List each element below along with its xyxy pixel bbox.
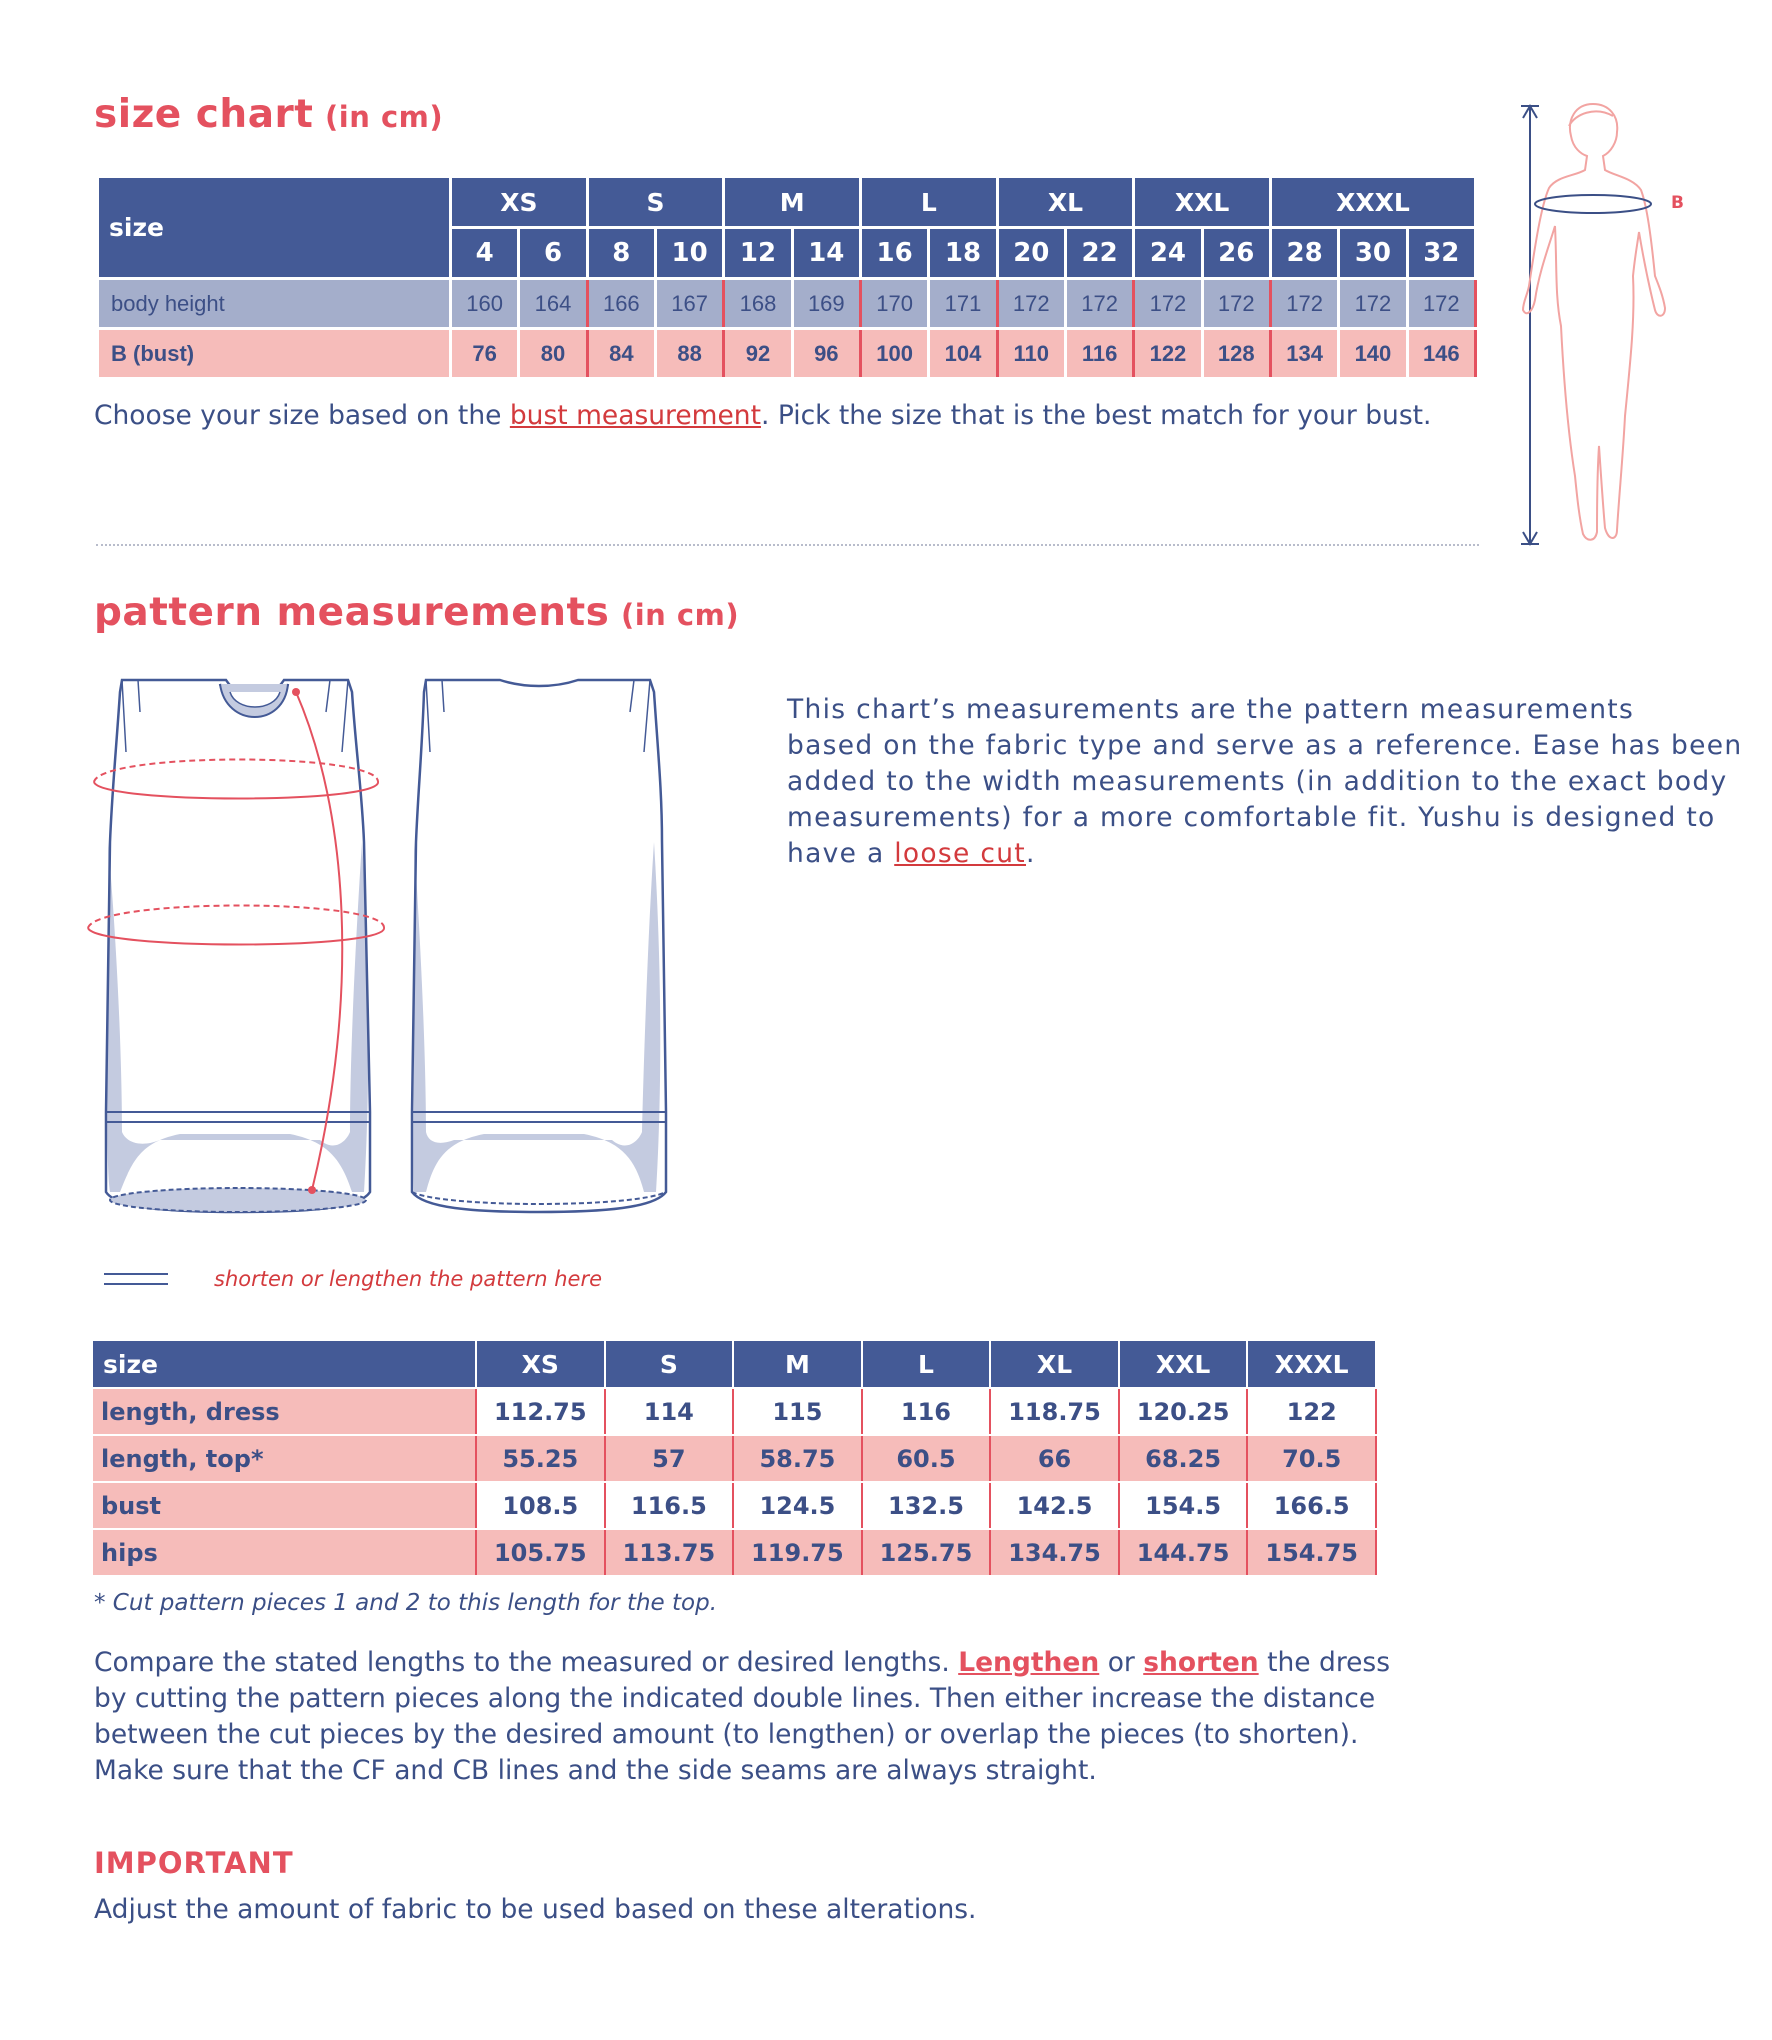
size-header: size	[92, 1340, 476, 1388]
size-chart-title	[94, 92, 443, 137]
size-number: 26	[1202, 228, 1270, 279]
pattern-unit: (in cm)	[620, 598, 740, 632]
table-cell: 116.5	[605, 1482, 734, 1529]
table-cell: 142.5	[990, 1482, 1119, 1529]
garment-back-drawing	[404, 672, 674, 1222]
table-cell: 108.5	[476, 1482, 605, 1529]
table-cell: 114	[605, 1388, 734, 1435]
row-label: length, top*	[92, 1435, 476, 1482]
table-cell: 92	[724, 329, 792, 379]
pattern-description	[787, 692, 1742, 872]
table-cell: 134.75	[990, 1529, 1119, 1576]
garment-front-drawing	[80, 672, 400, 1222]
size-chart-table	[96, 175, 1477, 380]
size-group-m: M	[724, 177, 861, 228]
size-col-xs: XS	[476, 1340, 605, 1388]
table-cell: 171	[929, 279, 997, 329]
legend-text: shorten or lengthen the pattern here	[214, 1267, 602, 1291]
size-number: 6	[519, 228, 587, 279]
compare-paragraph	[94, 1645, 1390, 1789]
size-group-l: L	[860, 177, 997, 228]
row-label: length, dress	[92, 1388, 476, 1435]
size-number: 16	[860, 228, 928, 279]
table-cell: 122	[1247, 1388, 1376, 1435]
size-note-text: Choose your size based on the	[94, 400, 510, 431]
row-label-bust-letter: B	[111, 340, 127, 366]
row-label: bust	[92, 1482, 476, 1529]
size-number: 32	[1407, 228, 1475, 279]
pattern-measurements-table	[91, 1339, 1377, 1577]
table-cell: 144.75	[1119, 1529, 1248, 1576]
table-cell: 120.25	[1119, 1388, 1248, 1435]
compare-line: between the cut pieces by the desired amount (to lengthen) or overlap the pieces (to shorten).	[94, 1719, 1359, 1750]
bust-label-b: B	[1671, 193, 1684, 213]
table-cell: 80	[519, 329, 587, 379]
compare-line: Make sure that the CF and CB lines and the side seams are always straight.	[94, 1755, 1097, 1786]
desc-line: added to the width measurements (in addition to the exact body	[787, 766, 1728, 797]
size-number: 4	[451, 228, 519, 279]
size-number: 22	[1065, 228, 1133, 279]
table-cell: 118.75	[990, 1388, 1119, 1435]
table-cell: 116	[862, 1388, 991, 1435]
row-label-bust-text: (bust)	[133, 340, 195, 366]
table-cell: 66	[990, 1435, 1119, 1482]
table-row	[92, 1529, 1376, 1576]
desc-text: have a	[787, 838, 895, 869]
size-number: 12	[724, 228, 792, 279]
body-height-row	[98, 279, 1476, 329]
compare-text: or	[1099, 1647, 1144, 1678]
size-col-xxl: XXL	[1119, 1340, 1248, 1388]
table-cell: 119.75	[733, 1529, 862, 1576]
important-heading: IMPORTANT	[94, 1846, 294, 1880]
size-number: 20	[997, 228, 1065, 279]
bust-measurement-link[interactable]: bust measurement	[509, 400, 761, 431]
hip-measure-arrow	[88, 906, 384, 945]
desc-line: based on the fabric type and serve as a reference. Ease has been	[787, 730, 1743, 761]
table-cell: 146	[1407, 329, 1475, 379]
table-cell: 132.5	[862, 1482, 991, 1529]
bust-measure-line	[1535, 193, 1684, 213]
table-cell: 172	[1065, 279, 1133, 329]
table-cell: 172	[1202, 279, 1270, 329]
size-note-text: . Pick the size that is the best match for your bust.	[760, 400, 1432, 431]
size-group-xxxl: XXXL	[1270, 177, 1475, 228]
section-divider	[96, 544, 1479, 546]
footnote: * Cut pattern pieces 1 and 2 to this length for the top.	[94, 1590, 717, 1616]
table-cell: 164	[519, 279, 587, 329]
size-chart-title-text: size chart	[94, 92, 314, 137]
compare-line	[94, 1645, 1390, 1681]
size-col-xl: XL	[990, 1340, 1119, 1388]
size-group-s: S	[587, 177, 724, 228]
size-group-xl: XL	[997, 177, 1134, 228]
size-number: 30	[1339, 228, 1407, 279]
table-cell: 140	[1339, 329, 1407, 379]
table-cell: 122	[1134, 329, 1202, 379]
size-number: 8	[587, 228, 655, 279]
desc-line	[787, 836, 1742, 872]
table-cell: 57	[605, 1435, 734, 1482]
table-cell: 88	[655, 329, 723, 379]
table-cell: 84	[587, 329, 655, 379]
table-cell: 172	[1270, 279, 1338, 329]
size-header: size	[98, 177, 451, 279]
table-cell: 160	[451, 279, 519, 329]
bust-row	[98, 329, 1476, 379]
size-group-xs: XS	[451, 177, 588, 228]
table-cell: 124.5	[733, 1482, 862, 1529]
table-cell: 104	[929, 329, 997, 379]
table-row	[92, 1482, 1376, 1529]
table-cell: 96	[792, 329, 860, 379]
table-cell: 166.5	[1247, 1482, 1376, 1529]
table-cell: 125.75	[862, 1529, 991, 1576]
table-cell: 100	[860, 329, 928, 379]
table-cell: 113.75	[605, 1529, 734, 1576]
table-cell: 172	[997, 279, 1065, 329]
size-number: 14	[792, 228, 860, 279]
desc-text: .	[1026, 838, 1036, 869]
table-row	[92, 1435, 1376, 1482]
compare-text: Compare the stated lengths to the measured or desired lengths.	[94, 1647, 959, 1678]
table-cell: 116	[1065, 329, 1133, 379]
table-cell: 60.5	[862, 1435, 991, 1482]
pattern-title	[94, 590, 739, 635]
table-row	[92, 1388, 1376, 1435]
table-cell: 170	[860, 279, 928, 329]
table-cell: 167	[655, 279, 723, 329]
row-label-bust	[98, 329, 451, 379]
shorten-link[interactable]: shorten	[1143, 1647, 1259, 1678]
table-cell: 172	[1407, 279, 1475, 329]
table-cell: 172	[1339, 279, 1407, 329]
table-cell: 70.5	[1247, 1435, 1376, 1482]
table-cell: 128	[1202, 329, 1270, 379]
pattern-title-text: pattern measurements	[94, 590, 610, 635]
table-cell: 105.75	[476, 1529, 605, 1576]
size-col-m: M	[733, 1340, 862, 1388]
table-cell: 134	[1270, 329, 1338, 379]
desc-line: measurements) for a more comfortable fit. Yushu is designed to	[787, 802, 1716, 833]
table-cell: 168	[724, 279, 792, 329]
double-line-legend-icon	[104, 1270, 168, 1290]
table-cell: 110	[997, 329, 1065, 379]
desc-line: This chart’s measurements are the pattern measurements	[787, 694, 1635, 725]
size-number: 28	[1270, 228, 1338, 279]
size-col-s: S	[605, 1340, 734, 1388]
lengthen-link[interactable]: Lengthen	[958, 1647, 1100, 1678]
table-cell: 76	[451, 329, 519, 379]
table-cell: 154.75	[1247, 1529, 1376, 1576]
height-arrow	[1521, 106, 1539, 544]
table-cell: 58.75	[733, 1435, 862, 1482]
table-cell: 68.25	[1119, 1435, 1248, 1482]
size-group-xxl: XXL	[1134, 177, 1271, 228]
size-col-l: L	[862, 1340, 991, 1388]
table-cell: 166	[587, 279, 655, 329]
loose-cut-link[interactable]: loose cut	[894, 838, 1026, 869]
table-cell: 154.5	[1119, 1482, 1248, 1529]
size-chart-note	[94, 398, 1431, 434]
size-number: 24	[1134, 228, 1202, 279]
bust-measure-arrow	[94, 760, 378, 799]
row-label-body-height: body height	[98, 279, 451, 329]
important-text: Adjust the amount of fabric to be used based on these alterations.	[94, 1894, 977, 1925]
table-cell: 112.75	[476, 1388, 605, 1435]
size-number: 10	[655, 228, 723, 279]
table-cell: 172	[1134, 279, 1202, 329]
table-cell: 55.25	[476, 1435, 605, 1482]
size-chart-unit: (in cm)	[325, 100, 444, 134]
row-label: hips	[92, 1529, 476, 1576]
size-col-xxxl: XXXL	[1247, 1340, 1376, 1388]
compare-text: the dress	[1258, 1647, 1391, 1678]
compare-line: by cutting the pattern pieces along the indicated double lines. Then either increase the distance	[94, 1683, 1376, 1714]
table-cell: 169	[792, 279, 860, 329]
size-number: 18	[929, 228, 997, 279]
body-figure	[1505, 96, 1685, 556]
woman-silhouette	[1523, 104, 1665, 540]
table-cell: 115	[733, 1388, 862, 1435]
